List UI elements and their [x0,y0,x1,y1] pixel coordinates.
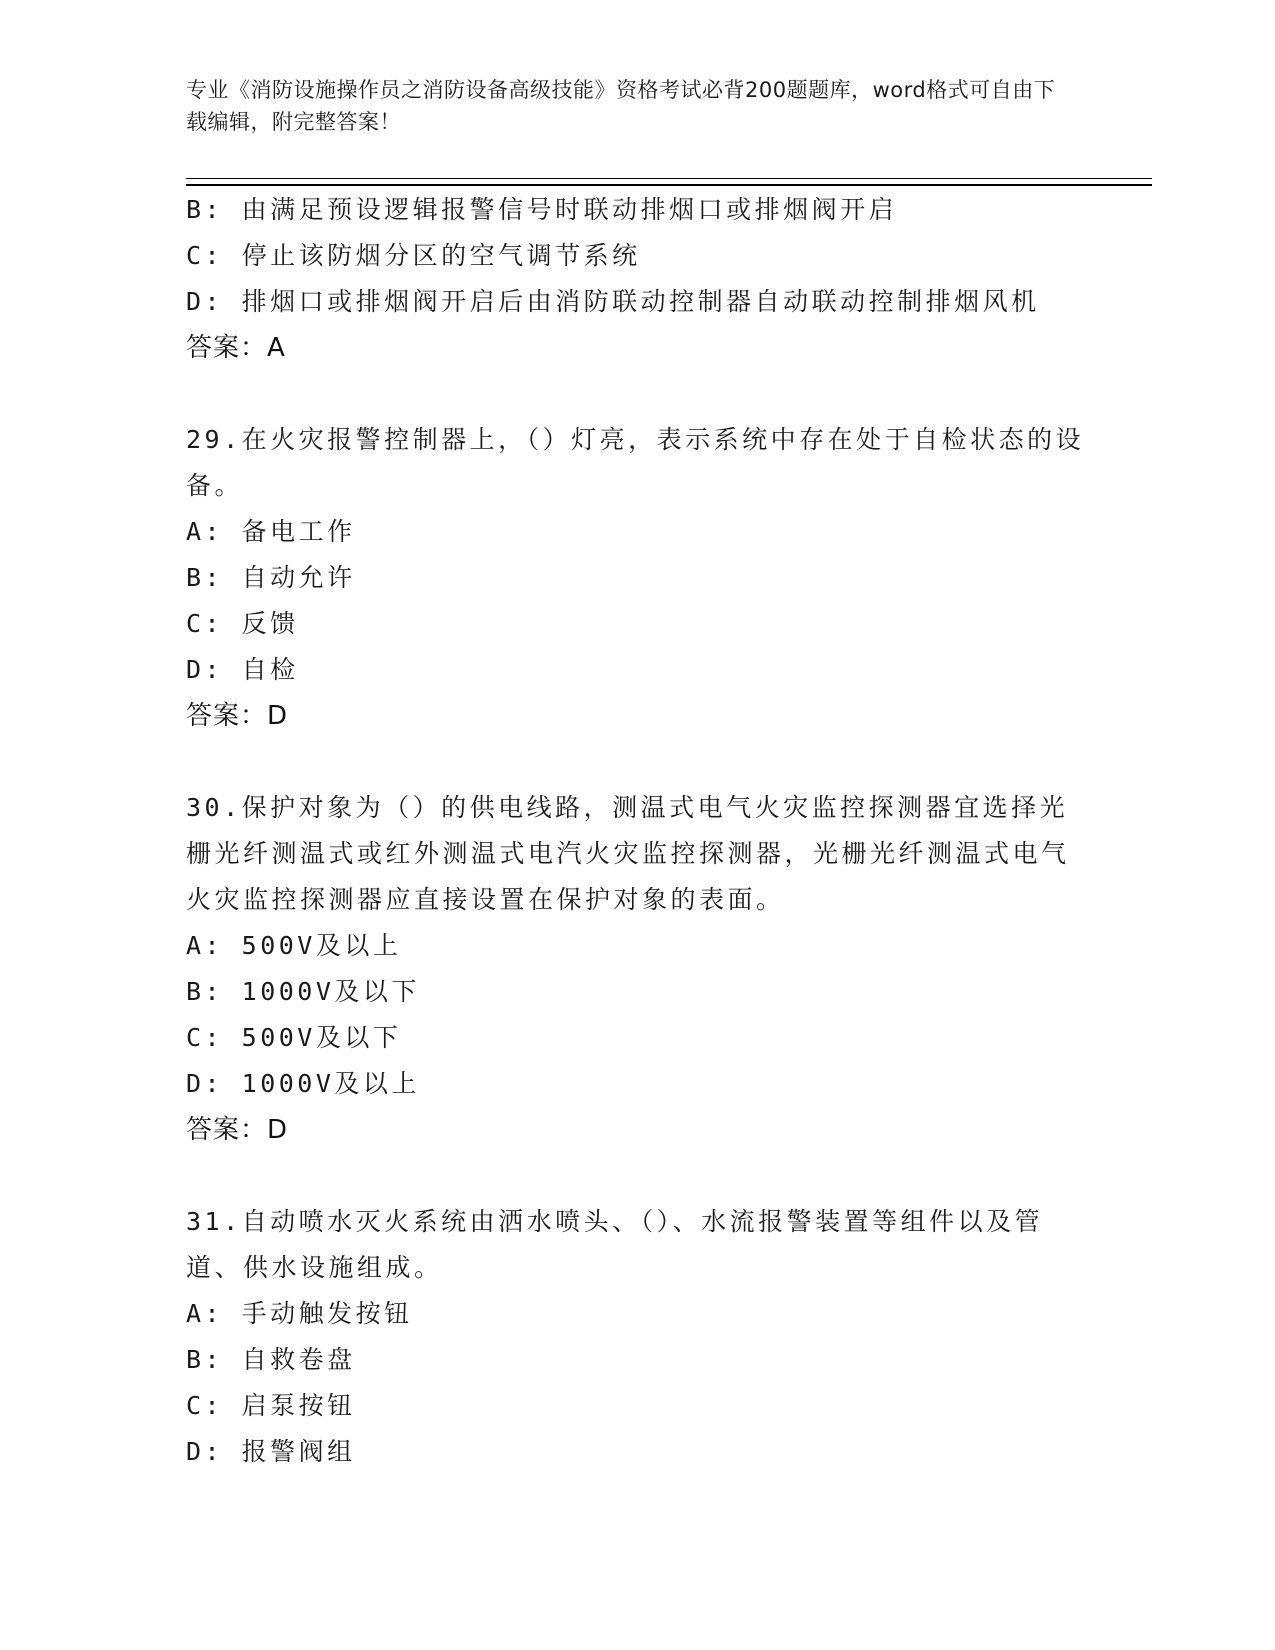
option-b: B: 1000V及以下 [186,977,420,1006]
answer-line: 答案：D [186,1115,289,1145]
option-c: C: 500V及以下 [186,1023,402,1052]
option-c: C: 启泵按钮 [186,1391,356,1420]
answer-line: 答案：D [186,701,289,731]
option-b: B: 自救卷盘 [186,1345,356,1374]
question-text: 29.在火灾报警控制器上，（）灯亮，表示系统中存在处于自检状态的设备。 [186,425,1085,500]
option-a: A: 500V及以上 [186,931,402,960]
header-divider [186,178,1152,179]
question-text: 31.自动喷水灭火系统由洒水喷头、（）、水流报警装置等组件以及管道、供水设施组成。 [186,1207,1044,1282]
option-b: B: 自动允许 [186,563,356,592]
question-31 [186,1199,1086,1475]
option-a: A: 手动触发按钮 [186,1299,413,1328]
spacer [186,739,1086,785]
question-text: 30.保护对象为（）的供电线路，测温式电气火灾监控探测器宜选择光栅光纤测温式或红外测温式电汽火灾监控探测器，光栅光纤测温式电气火灾监控探测器应直接设置在保护对象的表面。 [186,793,1070,914]
spacer [186,1153,1086,1199]
question-list [186,187,1086,1475]
option-d: D: 自检 [186,655,299,684]
option-b: B: 由满足预设逻辑报警信号时联动排烟口或排烟阀开启 [186,195,898,224]
question-30 [186,785,1086,1153]
option-d: D: 1000V及以上 [186,1069,420,1098]
question-29 [186,417,1086,739]
option-d: D: 报警阀组 [186,1437,356,1466]
question-28-continuation [186,187,1086,371]
answer-line: 答案：A [186,333,286,363]
option-a: A: 备电工作 [186,517,356,546]
document-header: 专业《消防设施操作员之消防设备高级技能》资格考试必背200题题库，word格式可自由下载编辑，附完整答案！ [186,78,1056,134]
option-c: C: 停止该防烟分区的空气调节系统 [186,241,641,270]
spacer [186,371,1086,417]
option-d: D: 排烟口或排烟阀开启后由消防联动控制器自动联动控制排烟风机 [186,287,1040,316]
header-divider-thick [186,184,1152,186]
option-c: C: 反馈 [186,609,299,638]
